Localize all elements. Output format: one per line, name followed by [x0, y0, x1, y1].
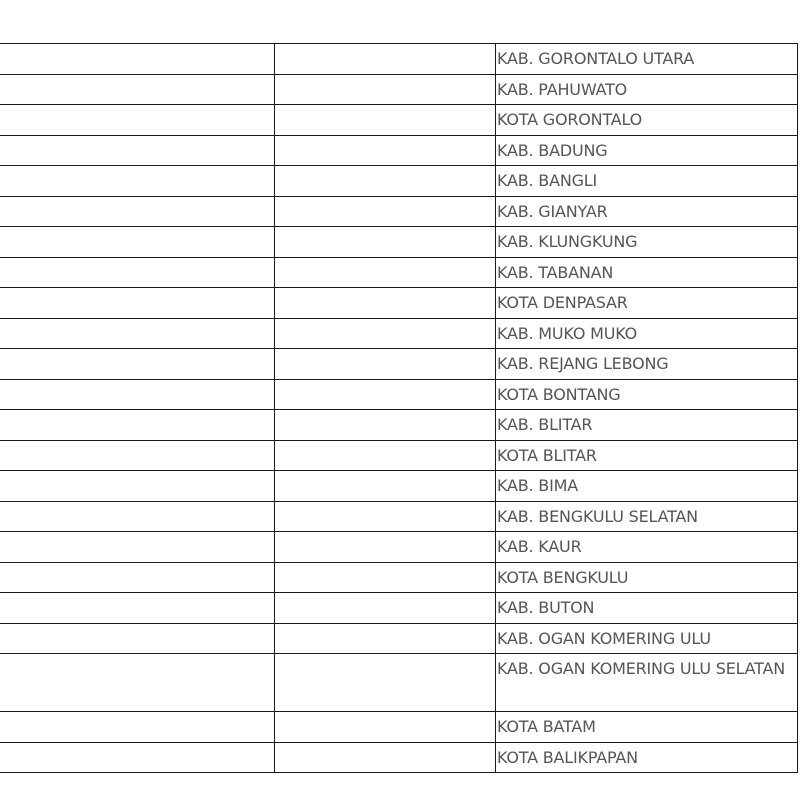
table-row [0, 74, 798, 105]
table-cell-col2 [275, 105, 496, 136]
table-cell-col2 [275, 410, 496, 441]
table-cell-col1 [0, 196, 275, 227]
table-row [0, 742, 798, 773]
table-cell-col2 [275, 196, 496, 227]
table-row [0, 532, 798, 563]
table-row [0, 257, 798, 288]
region-name-cell: KOTA BALIKPAPAN [496, 742, 798, 773]
table-cell-col2 [275, 74, 496, 105]
table-row [0, 471, 798, 502]
table-row [0, 44, 798, 75]
table-row [0, 593, 798, 624]
table-row [0, 227, 798, 258]
table-row [0, 623, 798, 654]
table-row [0, 105, 798, 136]
region-name-cell: KAB. OGAN KOMERING ULU [496, 623, 798, 654]
table-cell-col2 [275, 379, 496, 410]
table-cell-col1 [0, 712, 275, 743]
table-row [0, 440, 798, 471]
table-cell-col2 [275, 593, 496, 624]
table-cell-col2 [275, 288, 496, 319]
table-cell-col1 [0, 318, 275, 349]
table-cell-col2 [275, 166, 496, 197]
table-cell-col2 [275, 562, 496, 593]
table-cell-col2 [275, 318, 496, 349]
table-cell-col1 [0, 166, 275, 197]
region-name-cell: KAB. BIMA [496, 471, 798, 502]
table-cell-col1 [0, 105, 275, 136]
region-name-cell: KAB. OGAN KOMERING ULU SELATAN [496, 654, 798, 712]
region-table [0, 43, 798, 773]
table-cell-col2 [275, 471, 496, 502]
region-name-cell: KAB. BANGLI [496, 166, 798, 197]
table-cell-col1 [0, 410, 275, 441]
region-name-cell: KAB. GIANYAR [496, 196, 798, 227]
table-cell-col1 [0, 623, 275, 654]
region-name-cell: KAB. BUTON [496, 593, 798, 624]
region-name-cell: KAB. KAUR [496, 532, 798, 563]
table-row [0, 288, 798, 319]
table-cell-col1 [0, 593, 275, 624]
table-cell-col2 [275, 349, 496, 380]
table-cell-col1 [0, 501, 275, 532]
table-row [0, 712, 798, 743]
table-row [0, 349, 798, 380]
region-name-cell: KAB. PAHUWATO [496, 74, 798, 105]
table-cell-col1 [0, 532, 275, 563]
region-name-cell: KOTA DENPASAR [496, 288, 798, 319]
table-cell-col2 [275, 135, 496, 166]
table-cell-col1 [0, 440, 275, 471]
table-cell-col1 [0, 288, 275, 319]
region-name-cell: KAB. BENGKULU SELATAN [496, 501, 798, 532]
table-cell-col1 [0, 562, 275, 593]
table-cell-col1 [0, 227, 275, 258]
region-name-cell: KOTA BONTANG [496, 379, 798, 410]
table-row [0, 166, 798, 197]
table-cell-col1 [0, 257, 275, 288]
table-row [0, 654, 798, 712]
region-name-cell: KAB. GORONTALO UTARA [496, 44, 798, 75]
region-name-cell: KOTA BATAM [496, 712, 798, 743]
table-cell-col2 [275, 654, 496, 712]
table-row [0, 379, 798, 410]
table-cell-col1 [0, 349, 275, 380]
region-name-cell: KAB. TABANAN [496, 257, 798, 288]
table-cell-col2 [275, 257, 496, 288]
table-cell-col1 [0, 471, 275, 502]
region-name-cell: KAB. KLUNGKUNG [496, 227, 798, 258]
region-name-cell: KOTA BLITAR [496, 440, 798, 471]
table-row [0, 196, 798, 227]
table-cell-col2 [275, 532, 496, 563]
table-cell-col2 [275, 44, 496, 75]
table-cell-col1 [0, 379, 275, 410]
region-name-cell: KAB. BADUNG [496, 135, 798, 166]
table-row [0, 410, 798, 441]
region-name-cell: KAB. BLITAR [496, 410, 798, 441]
table-cell-col2 [275, 227, 496, 258]
table-cell-col2 [275, 712, 496, 743]
table-cell-col2 [275, 440, 496, 471]
region-name-cell: KAB. REJANG LEBONG [496, 349, 798, 380]
table-cell-col2 [275, 742, 496, 773]
region-table-body [0, 44, 798, 773]
table-row [0, 501, 798, 532]
table-cell-col2 [275, 623, 496, 654]
table-cell-col1 [0, 742, 275, 773]
table-cell-col1 [0, 135, 275, 166]
table-row [0, 318, 798, 349]
region-name-cell: KOTA BENGKULU [496, 562, 798, 593]
table-cell-col1 [0, 74, 275, 105]
table-cell-col1 [0, 44, 275, 75]
region-name-cell: KOTA GORONTALO [496, 105, 798, 136]
table-cell-col1 [0, 654, 275, 712]
region-name-cell: KAB. MUKO MUKO [496, 318, 798, 349]
table-row [0, 562, 798, 593]
table-cell-col2 [275, 501, 496, 532]
table-row [0, 135, 798, 166]
